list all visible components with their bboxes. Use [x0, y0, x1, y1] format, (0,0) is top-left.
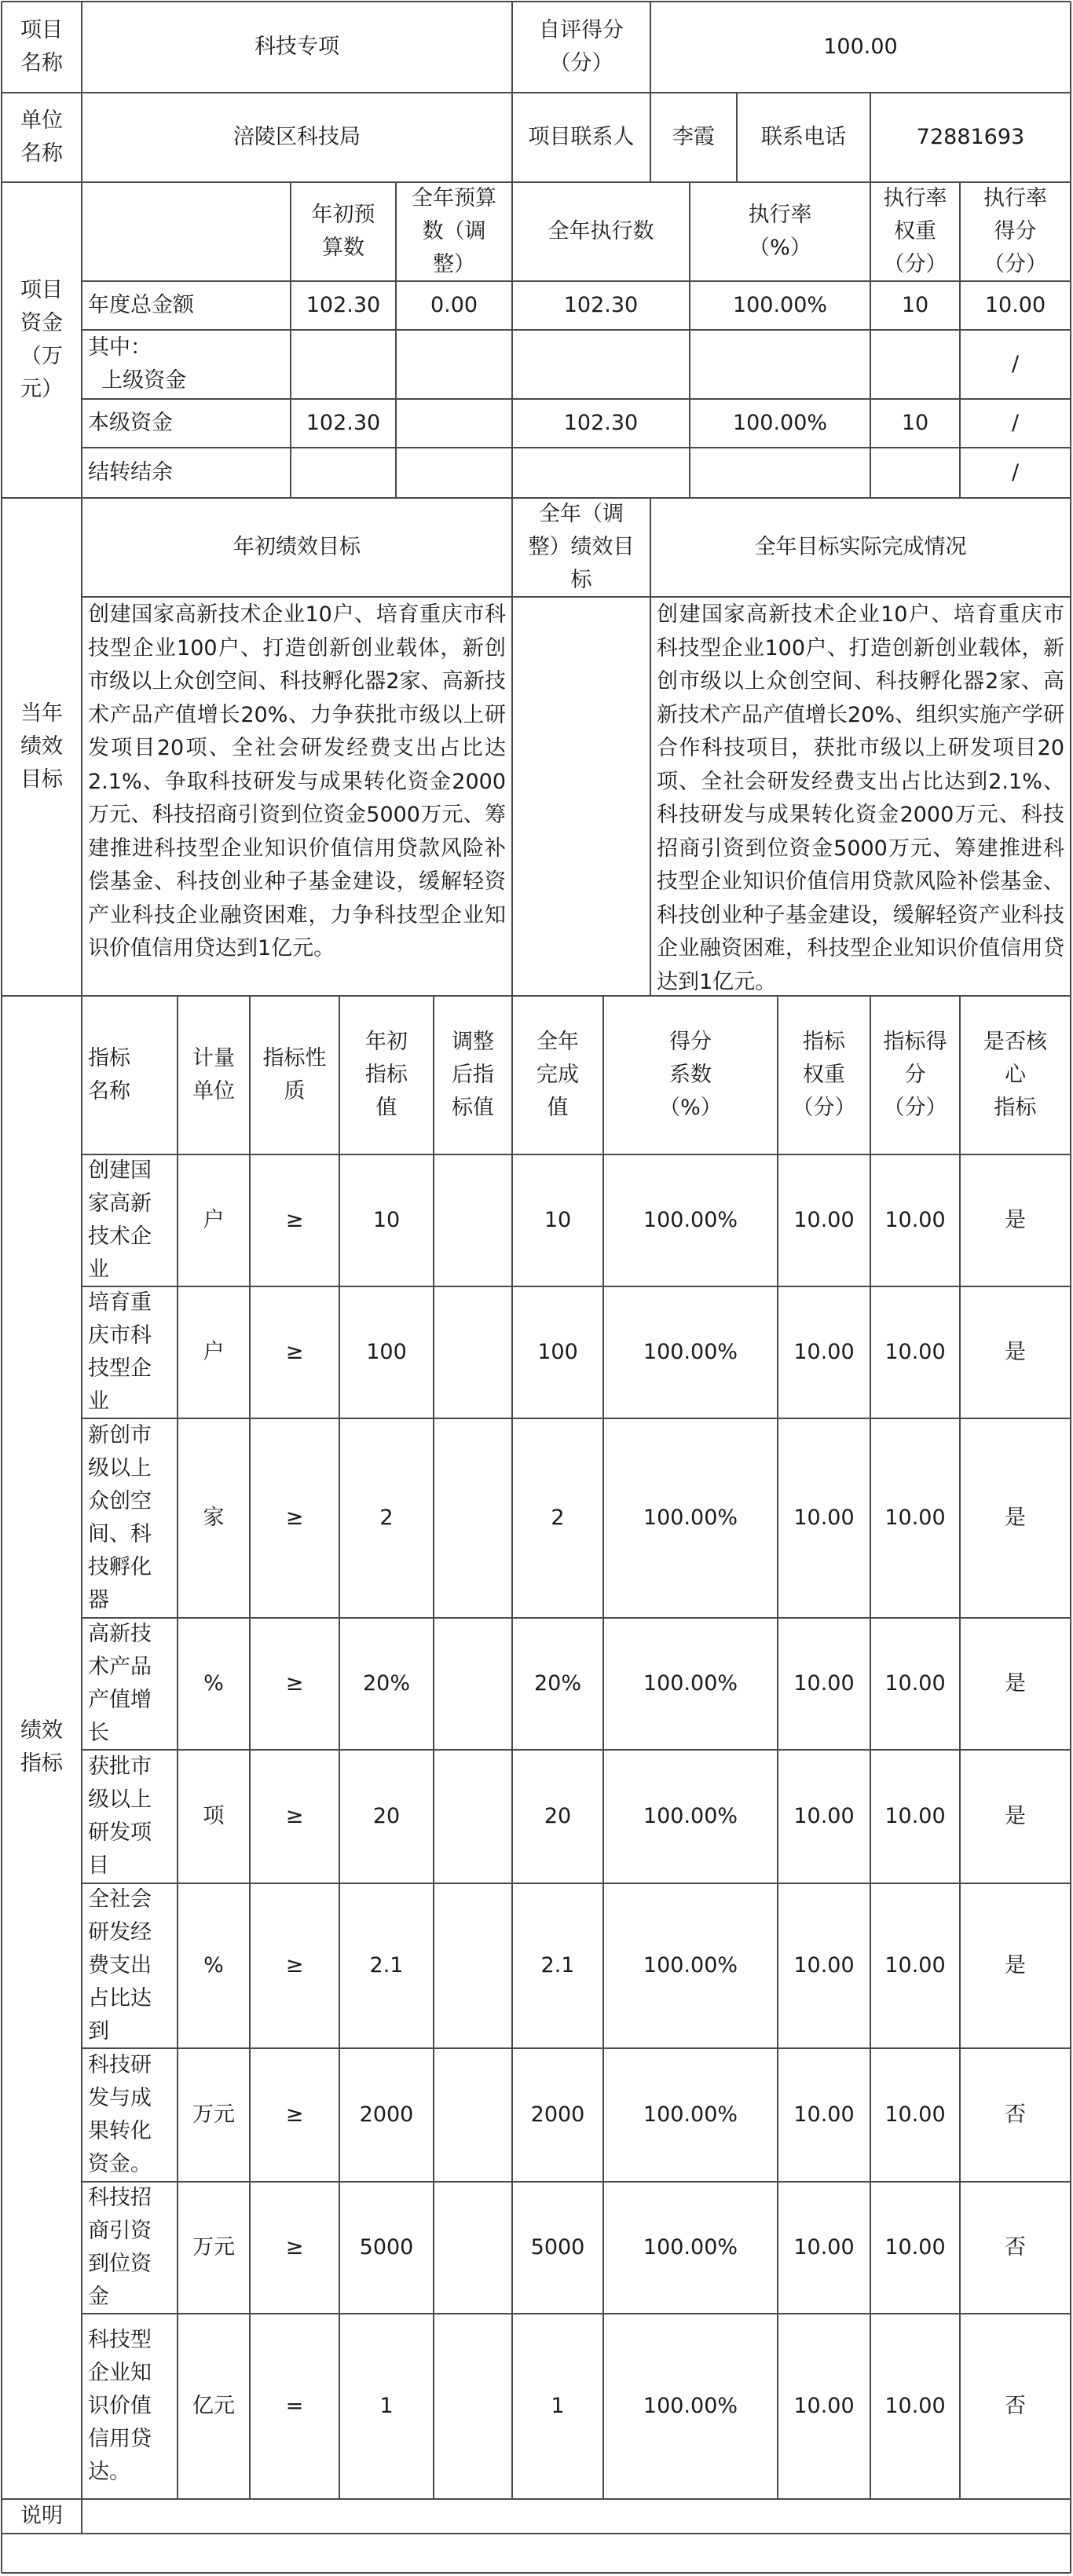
indicator-core-cell: [960, 2314, 1071, 2499]
indicator-core-cell: [960, 1154, 1071, 1286]
indicator-name-cell: [82, 2314, 178, 2499]
indicator-coef-cell-text: 100.00%: [643, 1804, 738, 1828]
funds-cell: [690, 281, 870, 330]
indicator-weight-cell-text: 10.00: [793, 1340, 855, 1364]
indicator-unit-cell-text: 亿元: [192, 2394, 235, 2418]
indicator-unit-cell: [178, 2314, 250, 2499]
indicator-name-cell-text: 获批市 级以上 研发项 目: [88, 1755, 152, 1878]
funds-cell-text: 102.30: [306, 293, 381, 317]
goals-section-label: [2, 498, 82, 996]
note-value: [82, 2499, 1071, 2534]
goals-section-label-text: 当年 绩效 目标: [20, 701, 63, 792]
funds-cell: [960, 448, 1071, 498]
indicator-core-cell: [960, 1418, 1071, 1618]
indicator-column-header-text: 调整 后指 标值: [452, 1030, 494, 1120]
indicator-column-header: [603, 996, 778, 1154]
funds-cell: [960, 330, 1071, 399]
indicator-adjusted-cell: [434, 2314, 512, 2499]
indicator-column-header: [512, 996, 603, 1154]
indicator-name-cell: [82, 2048, 178, 2182]
funds-row-label: [82, 399, 291, 448]
indicator-nature-cell: [250, 1154, 339, 1286]
funds-cell: [396, 399, 512, 448]
indicator-coef-cell-text: 100.00%: [643, 2235, 738, 2259]
funds-cell: [690, 399, 870, 448]
indicator-weight-cell-text: 10.00: [793, 1506, 855, 1530]
funds-cell: [291, 330, 396, 399]
indicator-nature-cell-text: ≥: [285, 1506, 304, 1530]
indicator-weight-cell-text: 10.00: [793, 1671, 855, 1696]
funds-cell: [396, 448, 512, 498]
funds-cell: [396, 281, 512, 330]
indicator-nature-cell-text: ≥: [285, 2102, 304, 2127]
indicator-adjusted-cell: [434, 1418, 512, 1618]
funds-cell: [690, 330, 870, 399]
indicator-core-cell-text: 否: [1005, 2235, 1026, 2259]
indicator-adjusted-cell: [434, 1883, 512, 2048]
adjusted-goal-label-text: 全年（调 整）绩效目 标: [528, 502, 635, 592]
contact-name-value: [650, 93, 737, 182]
indicator-weight-cell: [778, 2048, 870, 2182]
indicator-initial-cell-text: 2: [379, 1506, 394, 1530]
indicator-score-cell: [870, 2314, 960, 2499]
note-label: [2, 2499, 82, 2534]
indicator-initial-cell: [339, 2048, 434, 2182]
indicator-completed-cell: [512, 2314, 603, 2499]
indicator-core-cell: [960, 1618, 1071, 1750]
indicator-score-cell-text: 10.00: [884, 1340, 946, 1364]
actual-completion-text: [650, 597, 1071, 996]
indicator-nature-cell-text: ≥: [285, 1953, 304, 1978]
indicator-nature-cell: [250, 2314, 339, 2499]
indicator-completed-cell-text: 2.1: [540, 1953, 575, 1978]
indicator-score-cell: [870, 2048, 960, 2182]
funds-row-label-text: 结转结余: [88, 460, 173, 485]
indicator-column-header: [82, 996, 178, 1154]
funds-cell-text: 100.00%: [732, 411, 828, 435]
funds-column-header: [396, 182, 512, 281]
annual-goal-label: [82, 498, 512, 597]
indicator-coef-cell: [603, 1750, 778, 1883]
indicator-score-cell-text: 10.00: [884, 1506, 946, 1530]
funds-column-header-text: 执行率 得分 （分）: [983, 186, 1047, 276]
indicator-name-cell-text: 科技型 企业知 识价值 信用贷 达。: [88, 2328, 152, 2484]
indicator-column-header: [870, 996, 960, 1154]
funds-header-blank: [82, 182, 291, 281]
funds-column-header: [512, 182, 690, 281]
self-score-value-text: 100.00: [823, 35, 898, 59]
indicator-weight-cell-text: 10.00: [793, 2235, 855, 2259]
indicator-adjusted-cell: [434, 1750, 512, 1883]
indicator-score-cell-text: 10.00: [884, 1208, 946, 1232]
actual-completion-text-text: 创建国家高新技术企业10户、培育重庆市科技型企业100户、打造创新创业载体，新创市级以上众创空间、科技孵化器2家、高新技术产品产值增长20%、组织实施产学研合作科技项目，获批市级以上研发项目20项、全社会研发经费支出占比达到2.1%、科技研发与成果转化资金2000万元、科技招商引资到位资金5000万元、筹建推进科技型企业知识价值信用贷款风险补偿基金、科技创业种子基金建设，缓解轻资产业科技企业融资困难，科技型企业知识价值信用贷达到1亿元。: [657, 602, 1065, 994]
indicator-column-header-text: 年初 指标 值: [365, 1030, 408, 1120]
indicator-score-cell-text: 10.00: [884, 1953, 946, 1978]
indicator-completed-cell-text: 20: [544, 1804, 572, 1828]
indicator-nature-cell-text: ≥: [285, 1208, 304, 1232]
indicator-completed-cell: [512, 1154, 603, 1286]
indicator-name-cell-text: 高新技 术产品 产值增 长: [88, 1622, 152, 1745]
funds-cell-text: /: [1011, 460, 1020, 485]
funds-cell: [870, 399, 960, 448]
indicator-unit-cell-text: 户: [203, 1340, 225, 1364]
funds-column-header: [870, 182, 960, 281]
indicator-adjusted-cell: [434, 1154, 512, 1286]
funds-cell-text: 100.00%: [732, 293, 828, 317]
indicator-weight-cell: [778, 1286, 870, 1418]
indicator-nature-cell: [250, 1750, 339, 1883]
indicator-weight-cell-text: 10.00: [793, 1953, 855, 1978]
indicator-coef-cell-text: 100.00%: [643, 1671, 738, 1696]
indicator-nature-cell: [250, 1618, 339, 1750]
self-score-label: [512, 2, 650, 93]
funds-cell: [960, 399, 1071, 448]
indicator-coef-cell: [603, 1286, 778, 1418]
indicator-unit-cell: [178, 1750, 250, 1883]
indicator-completed-cell-text: 100: [537, 1340, 578, 1364]
indicator-column-header: [339, 996, 434, 1154]
indicator-name-cell-text: 科技研 发与成 果转化 资金。: [88, 2053, 152, 2176]
indicator-initial-cell-text: 20%: [362, 1671, 410, 1696]
indicator-name-cell-text: 科技招 商引资 到位资 金: [88, 2186, 152, 2309]
phone-label: [737, 93, 870, 182]
funds-cell: [291, 281, 396, 330]
indicator-core-cell: [960, 1883, 1071, 2048]
indicator-nature-cell-text: ≥: [285, 1671, 304, 1696]
funds-row-label: [82, 281, 291, 330]
indicator-name-cell: [82, 1618, 178, 1750]
indicator-completed-cell: [512, 1750, 603, 1883]
indicator-column-header-text: 指标 名称: [88, 1046, 130, 1103]
indicator-score-cell: [870, 1750, 960, 1883]
indicator-score-cell: [870, 2182, 960, 2314]
indicator-initial-cell: [339, 1154, 434, 1286]
indicator-coef-cell: [603, 2182, 778, 2314]
indicator-core-cell-text: 否: [1005, 2102, 1026, 2127]
indicator-initial-cell-text: 10: [372, 1208, 401, 1232]
indicator-initial-cell-text: 5000: [359, 2235, 414, 2259]
indicator-nature-cell: [250, 1286, 339, 1418]
indicator-column-header: [178, 996, 250, 1154]
indicator-initial-cell-text: 2.1: [369, 1953, 404, 1978]
indicator-core-cell: [960, 2048, 1071, 2182]
indicator-name-cell-text: 培育重 庆市科 技型企 业: [88, 1290, 152, 1414]
indicator-nature-cell: [250, 1883, 339, 2048]
contact-label-text: 项目联系人: [528, 125, 635, 149]
funds-cell: [690, 448, 870, 498]
indicator-unit-cell: [178, 1418, 250, 1618]
indicator-initial-cell: [339, 1618, 434, 1750]
indicator-name-cell: [82, 1286, 178, 1418]
project-name-label-text: 项目 名称: [20, 18, 63, 75]
indicator-unit-cell: [178, 2182, 250, 2314]
funds-cell: [291, 399, 396, 448]
indicator-completed-cell: [512, 1286, 603, 1418]
funds-row-label: [82, 448, 291, 498]
indicator-completed-cell-text: 1: [551, 2394, 565, 2418]
indicator-nature-cell: [250, 2048, 339, 2182]
indicator-unit-cell-text: 项: [203, 1804, 225, 1828]
indicator-initial-cell: [339, 1883, 434, 2048]
indicator-coef-cell: [603, 1154, 778, 1286]
adjusted-goal-value: [512, 597, 650, 996]
annual-goal-text-text: 创建国家高新技术企业10户、培育重庆市科技型企业100户、打造创新创业载体，新创市级以上众创空间、科技孵化器2家、高新技术产品产值增长20%、力争获批市级以上研发项目20项、全社会研发经费支出占比达2.1%、争取科技研发与成果转化资金2000万元、科技招商引资到位资金5000万元、筹建推进科技型企业知识价值信用贷款风险补偿基金、科技创业种子基金建设，缓解轻资产业科技企业融资困难，力争科技型企业知识价值信用贷达到1亿元。: [88, 602, 506, 961]
indicator-weight-cell: [778, 2182, 870, 2314]
indicator-initial-cell-text: 100: [366, 1340, 407, 1364]
funds-column-header-text: 执行率 权重 （分）: [883, 186, 947, 276]
indicator-unit-cell-text: 户: [203, 1208, 225, 1232]
indicator-coef-cell: [603, 1618, 778, 1750]
indicator-completed-cell-text: 20%: [533, 1671, 581, 1696]
funds-cell: [512, 330, 690, 399]
indicator-weight-cell-text: 10.00: [793, 2394, 855, 2418]
indicator-score-cell-text: 10.00: [884, 1671, 946, 1696]
funds-column-header-text: 全年执行数: [547, 219, 654, 243]
indicator-core-cell-text: 是: [1005, 1340, 1026, 1364]
indicator-unit-cell: [178, 1883, 250, 2048]
indicator-coef-cell: [603, 1883, 778, 2048]
indicator-weight-cell-text: 10.00: [793, 1804, 855, 1828]
indicator-weight-cell-text: 10.00: [793, 1208, 855, 1232]
indicator-initial-cell: [339, 2314, 434, 2499]
indicator-score-cell: [870, 1418, 960, 1618]
indicator-unit-cell: [178, 1618, 250, 1750]
indicator-name-cell-text: 全社会 研发经 费支出 占比达 到: [88, 1887, 152, 2044]
indicator-score-cell-text: 10.00: [884, 2102, 946, 2127]
indicator-column-header-text: 指标得 分 （分）: [883, 1030, 947, 1120]
indicator-name-cell: [82, 2182, 178, 2314]
annual-goal-label-text: 年初绩效目标: [233, 535, 361, 559]
indicator-initial-cell-text: 2000: [359, 2102, 414, 2127]
trailing-blank-row: [2, 2534, 1071, 2573]
indicator-core-cell-text: 是: [1005, 1804, 1026, 1828]
indicator-completed-cell: [512, 2182, 603, 2314]
funds-cell-text: /: [1011, 411, 1020, 435]
indicator-unit-cell-text: 家: [203, 1506, 225, 1530]
annual-goal-text: [82, 597, 512, 996]
indicator-score-cell: [870, 1154, 960, 1286]
indicator-completed-cell-text: 5000: [530, 2235, 585, 2259]
indicator-core-cell-text: 是: [1005, 1671, 1026, 1696]
funds-row-label-text: 本级资金: [88, 411, 173, 435]
indicator-nature-cell: [250, 1418, 339, 1618]
indicator-core-cell-text: 是: [1005, 1506, 1026, 1530]
indicator-completed-cell-text: 2000: [530, 2102, 585, 2127]
indicator-nature-cell-text: ≥: [285, 2235, 304, 2259]
contact-label: [512, 93, 650, 182]
funds-cell: [960, 281, 1071, 330]
indicator-completed-cell: [512, 1618, 603, 1750]
self-score-label-text: 自评得分 （分）: [539, 18, 624, 75]
indicator-adjusted-cell: [434, 2048, 512, 2182]
indicator-column-header: [778, 996, 870, 1154]
indicator-column-header: [960, 996, 1071, 1154]
indicator-column-header-text: 指标 权重 （分）: [792, 1030, 856, 1120]
indicator-score-cell-text: 10.00: [884, 1804, 946, 1828]
indicator-unit-cell: [178, 1286, 250, 1418]
indicator-completed-cell: [512, 1418, 603, 1618]
indicator-coef-cell-text: 100.00%: [643, 2394, 738, 2418]
indicator-core-cell-text: 否: [1005, 2394, 1026, 2418]
indicator-name-cell: [82, 1883, 178, 2048]
indicator-unit-cell-text: 万元: [192, 2235, 235, 2259]
indicator-coef-cell: [603, 1418, 778, 1618]
indicator-coef-cell: [603, 2314, 778, 2499]
contact-name-value-text: 李霞: [672, 125, 715, 149]
indicator-completed-cell: [512, 1883, 603, 2048]
indicator-weight-cell: [778, 1883, 870, 2048]
indicator-name-cell: [82, 1154, 178, 1286]
project-name-value-text: 科技专项: [255, 35, 339, 59]
indicator-initial-cell: [339, 2182, 434, 2314]
indicator-column-header-text: 是否核 心 指标: [983, 1030, 1047, 1120]
indicator-completed-cell: [512, 2048, 603, 2182]
indicator-core-cell: [960, 2182, 1071, 2314]
indicator-score-cell: [870, 1883, 960, 2048]
indicator-score-cell: [870, 1286, 960, 1418]
adjusted-goal-label: [512, 498, 650, 597]
indicator-score-cell: [870, 1618, 960, 1750]
indicator-initial-cell: [339, 1750, 434, 1883]
unit-name-label-text: 单位 名称: [20, 108, 63, 166]
funds-cell-text: 102.30: [563, 411, 639, 435]
funds-cell-text: 0.00: [430, 293, 478, 317]
indicator-score-cell-text: 10.00: [884, 2235, 946, 2259]
indicators-section-label: [2, 996, 82, 2499]
indicator-completed-cell-text: 10: [544, 1208, 572, 1232]
funds-cell: [512, 281, 690, 330]
funds-cell-text: 102.30: [563, 293, 639, 317]
phone-value-text: 72881693: [916, 125, 1025, 149]
actual-completion-label-text: 全年目标实际完成情况: [754, 535, 967, 559]
funds-column-header: [291, 182, 396, 281]
indicator-name-cell-text: 创建国 家高新 技术企 业: [88, 1158, 152, 1282]
indicator-initial-cell-text: 1: [379, 2394, 394, 2418]
indicator-column-header-text: 得分 系数 （%）: [659, 1030, 722, 1120]
indicator-weight-cell: [778, 2314, 870, 2499]
project-name-value: [82, 2, 512, 93]
indicator-initial-cell: [339, 1286, 434, 1418]
indicator-score-cell-text: 10.00: [884, 2394, 946, 2418]
funds-row-label: [82, 330, 291, 399]
funds-row-label-text: 年度总金额: [88, 293, 194, 317]
indicator-nature-cell: [250, 2182, 339, 2314]
funds-cell: [396, 330, 512, 399]
indicator-coef-cell: [603, 2048, 778, 2182]
indicator-unit-cell: [178, 1154, 250, 1286]
funds-section-label-text: 项目 资金 （万 元）: [20, 278, 63, 401]
indicator-weight-cell: [778, 1154, 870, 1286]
actual-completion-label: [650, 498, 1071, 597]
funds-cell: [291, 448, 396, 498]
indicator-initial-cell-text: 20: [372, 1804, 401, 1828]
funds-cell: [512, 399, 690, 448]
indicator-nature-cell-text: ≥: [285, 1804, 304, 1828]
indicator-unit-cell-text: %: [203, 1671, 224, 1696]
funds-cell-text: 10: [901, 411, 929, 435]
indicator-nature-cell-text: =: [285, 2394, 304, 2418]
indicator-coef-cell-text: 100.00%: [643, 1953, 738, 1978]
indicator-adjusted-cell: [434, 1618, 512, 1750]
indicator-name-cell: [82, 1418, 178, 1618]
note-label-text: 说明: [20, 2504, 63, 2528]
indicator-core-cell: [960, 1286, 1071, 1418]
unit-name-value-text: 涪陵区科技局: [233, 125, 361, 149]
unit-name-label: [2, 93, 82, 182]
funds-section-label: [2, 182, 82, 498]
funds-column-header-text: 执行率 （%）: [748, 203, 812, 260]
indicator-coef-cell-text: 100.00%: [643, 1208, 738, 1232]
indicator-column-header-text: 计量 单位: [192, 1046, 235, 1103]
indicator-core-cell-text: 是: [1005, 1208, 1026, 1232]
indicator-column-header: [434, 996, 512, 1154]
indicator-weight-cell: [778, 1750, 870, 1883]
funds-cell: [870, 448, 960, 498]
indicator-column-header-text: 全年 完成 值: [536, 1030, 579, 1120]
indicator-core-cell: [960, 1750, 1071, 1883]
indicators-section-label-text: 绩效 指标: [20, 1718, 63, 1776]
unit-name-value: [82, 93, 512, 182]
self-score-value: [650, 2, 1071, 93]
indicator-adjusted-cell: [434, 1286, 512, 1418]
funds-column-header: [690, 182, 870, 281]
indicator-completed-cell-text: 2: [551, 1506, 565, 1530]
project-name-label: [2, 2, 82, 93]
funds-cell-text: 10: [901, 293, 929, 317]
funds-column-header-text: 年初预 算数: [311, 203, 375, 260]
indicator-name-cell-text: 新创市 级以上 众创空 间、科 技孵化 器: [88, 1423, 152, 1612]
phone-value: [870, 93, 1071, 182]
indicator-coef-cell-text: 100.00%: [643, 2102, 738, 2127]
indicator-weight-cell: [778, 1418, 870, 1618]
indicator-initial-cell: [339, 1418, 434, 1618]
indicator-coef-cell-text: 100.00%: [643, 1340, 738, 1364]
funds-cell-text: /: [1011, 352, 1020, 376]
funds-cell-text: 102.30: [306, 411, 381, 435]
indicator-column-header: [250, 996, 339, 1154]
indicator-unit-cell: [178, 2048, 250, 2182]
indicator-name-cell: [82, 1750, 178, 1883]
funds-row-label-text: 其中： 上级资金: [88, 335, 187, 393]
indicator-unit-cell-text: %: [203, 1953, 224, 1978]
indicator-coef-cell-text: 100.00%: [643, 1506, 738, 1530]
indicator-core-cell-text: 是: [1005, 1953, 1026, 1978]
funds-cell: [870, 281, 960, 330]
indicator-weight-cell-text: 10.00: [793, 2102, 855, 2127]
funds-column-header-text: 全年预算 数（调 整）: [412, 186, 496, 276]
funds-cell: [870, 330, 960, 399]
indicator-weight-cell: [778, 1618, 870, 1750]
funds-cell-text: 10.00: [984, 293, 1046, 317]
indicator-adjusted-cell: [434, 2182, 512, 2314]
indicator-unit-cell-text: 万元: [192, 2102, 235, 2127]
phone-label-text: 联系电话: [761, 125, 846, 149]
funds-cell: [512, 448, 690, 498]
funds-column-header: [960, 182, 1071, 281]
indicator-nature-cell-text: ≥: [285, 1340, 304, 1364]
indicator-column-header-text: 指标性 质: [262, 1046, 327, 1103]
